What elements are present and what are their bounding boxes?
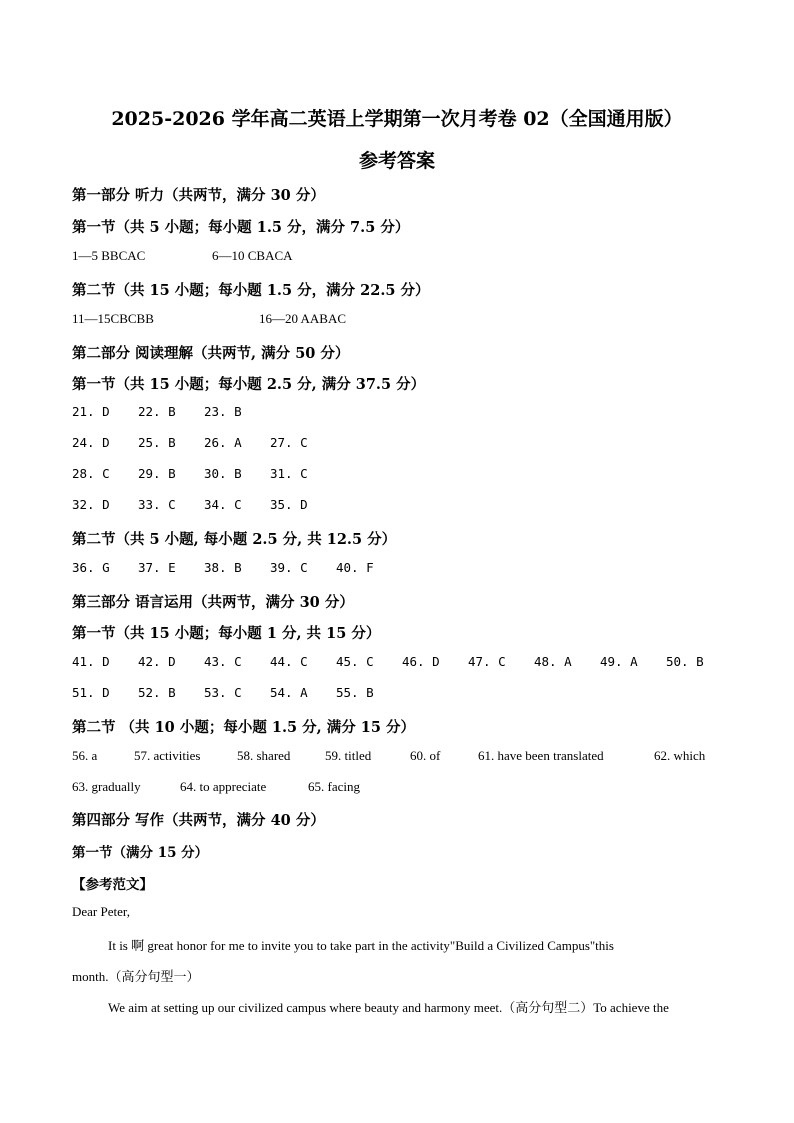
part2-sec1-row: [72, 435, 336, 450]
answer-item: 33. C: [138, 497, 176, 512]
part2-sec1-heading: 第一节（共 15 小题；每小题 2.5 分, 满分 37.5 分）: [72, 376, 426, 393]
answer-item: 29. B: [138, 466, 176, 481]
answer-item: 59. titled: [325, 748, 372, 763]
answer-group: 16—20 AABAC: [259, 311, 347, 326]
answer-item: 28. C: [72, 466, 110, 481]
part1-sec2-heading: 第二节（共 15 小题；每小题 1.5 分，满分 22.5 分）: [72, 282, 430, 299]
answer-item: 39. C: [270, 560, 308, 575]
part4-heading: 第四部分 写作（共两节，满分 40 分）: [72, 812, 325, 829]
answer-item: 23. B: [204, 404, 242, 419]
answer-item: 61. have been translated: [478, 748, 604, 763]
page-title: 2025-2026 学年高二英语上学期第一次月考卷 02（全国通用版）: [111, 108, 683, 130]
answer-item: 24. D: [72, 435, 110, 450]
answer-item: 32. D: [72, 497, 110, 512]
essay-paragraph-line: It is 啊 great honor for me to invite you to take part in the activity"Build a Civilized Campus"this: [108, 938, 614, 953]
essay-paragraph-line: month.（高分句型一）: [72, 969, 200, 984]
answer-item: 65. facing: [308, 779, 360, 794]
answer-item: 35. D: [270, 497, 308, 512]
answer-group: 1—5 BBCAC: [72, 248, 146, 263]
answer-item: 36. G: [72, 560, 110, 575]
answer-item: 43. C: [204, 654, 242, 669]
answer-item: 21. D: [72, 404, 110, 419]
answer-group: 11—15CBCBB: [72, 311, 154, 326]
answer-item: 56. a: [72, 748, 98, 763]
answer-item: 60. of: [410, 748, 441, 763]
answer-item: 53. C: [204, 685, 242, 700]
part2-sec1-row: [72, 466, 336, 481]
answer-item: 26. A: [204, 435, 242, 450]
part2-sec2-row: [72, 560, 402, 575]
answer-item: 22. B: [138, 404, 176, 419]
answer-item: 58. shared: [237, 748, 291, 763]
answer-item: 30. B: [204, 466, 242, 481]
answer-item: 34. C: [204, 497, 242, 512]
answer-item: 49. A: [600, 654, 638, 669]
part1-heading: 第一部分 听力（共两节，满分 30 分）: [72, 187, 325, 204]
answer-item: 63. gradually: [72, 779, 141, 794]
part2-sec2-heading: 第二节（共 5 小题, 每小题 2.5 分, 共 12.5 分）: [72, 531, 397, 548]
part3-heading: 第三部分 语言运用（共两节，满分 30 分）: [72, 594, 354, 611]
part1-sec1-answers: [72, 248, 293, 264]
part3-sec2-heading: 第二节 （共 10 小题；每小题 1.5 分, 满分 15 分）: [72, 719, 416, 736]
part3-sec1-row: [72, 654, 716, 669]
part2-heading: 第二部分 阅读理解（共两节, 满分 50 分）: [72, 345, 350, 362]
part1-sec1-heading: 第一节（共 5 小题；每小题 1.5 分，满分 7.5 分）: [72, 219, 410, 236]
part2-sec1-row: [72, 404, 270, 419]
answer-item: 46. D: [402, 654, 440, 669]
answer-item: 44. C: [270, 654, 308, 669]
answer-item: 45. C: [336, 654, 374, 669]
answer-item: 47. C: [468, 654, 506, 669]
sample-essay-label: 【参考范文】: [72, 877, 153, 893]
answer-item: 55. B: [336, 685, 374, 700]
part1-sec2-answers: [72, 311, 346, 327]
answer-item: 51. D: [72, 685, 110, 700]
part4-sec1-heading: 第一节（满分 15 分）: [72, 845, 209, 861]
answer-item: 54. A: [270, 685, 308, 700]
answer-item: 48. A: [534, 654, 572, 669]
answer-item: 40. F: [336, 560, 374, 575]
answer-item: 41. D: [72, 654, 110, 669]
answer-group: 6—10 CBACA: [212, 248, 293, 263]
essay-greeting: Dear Peter,: [72, 904, 130, 919]
answer-item: 50. B: [666, 654, 704, 669]
answer-item: 27. C: [270, 435, 308, 450]
answer-item: 37. E: [138, 560, 176, 575]
answer-item: 31. C: [270, 466, 308, 481]
part3-sec1-heading: 第一节（共 15 小题；每小题 1 分, 共 15 分）: [72, 625, 381, 642]
part2-sec1-row: [72, 497, 336, 512]
essay-paragraph-line: We aim at setting up our civilized campus where beauty and harmony meet.（高分句型二）To achieve the: [108, 1000, 669, 1015]
part3-sec2-row: [72, 748, 705, 764]
answer-item: 62. which: [654, 748, 706, 763]
answer-item: 64. to appreciate: [180, 779, 267, 794]
answer-item: 38. B: [204, 560, 242, 575]
part3-sec2-row: [72, 779, 360, 795]
answer-item: 25. B: [138, 435, 176, 450]
page-subtitle: 参考答案: [358, 150, 435, 172]
answer-item: 52. B: [138, 685, 176, 700]
answer-item: 57. activities: [134, 748, 201, 763]
answer-item: 42. D: [138, 654, 176, 669]
part3-sec1-row: [72, 685, 402, 700]
